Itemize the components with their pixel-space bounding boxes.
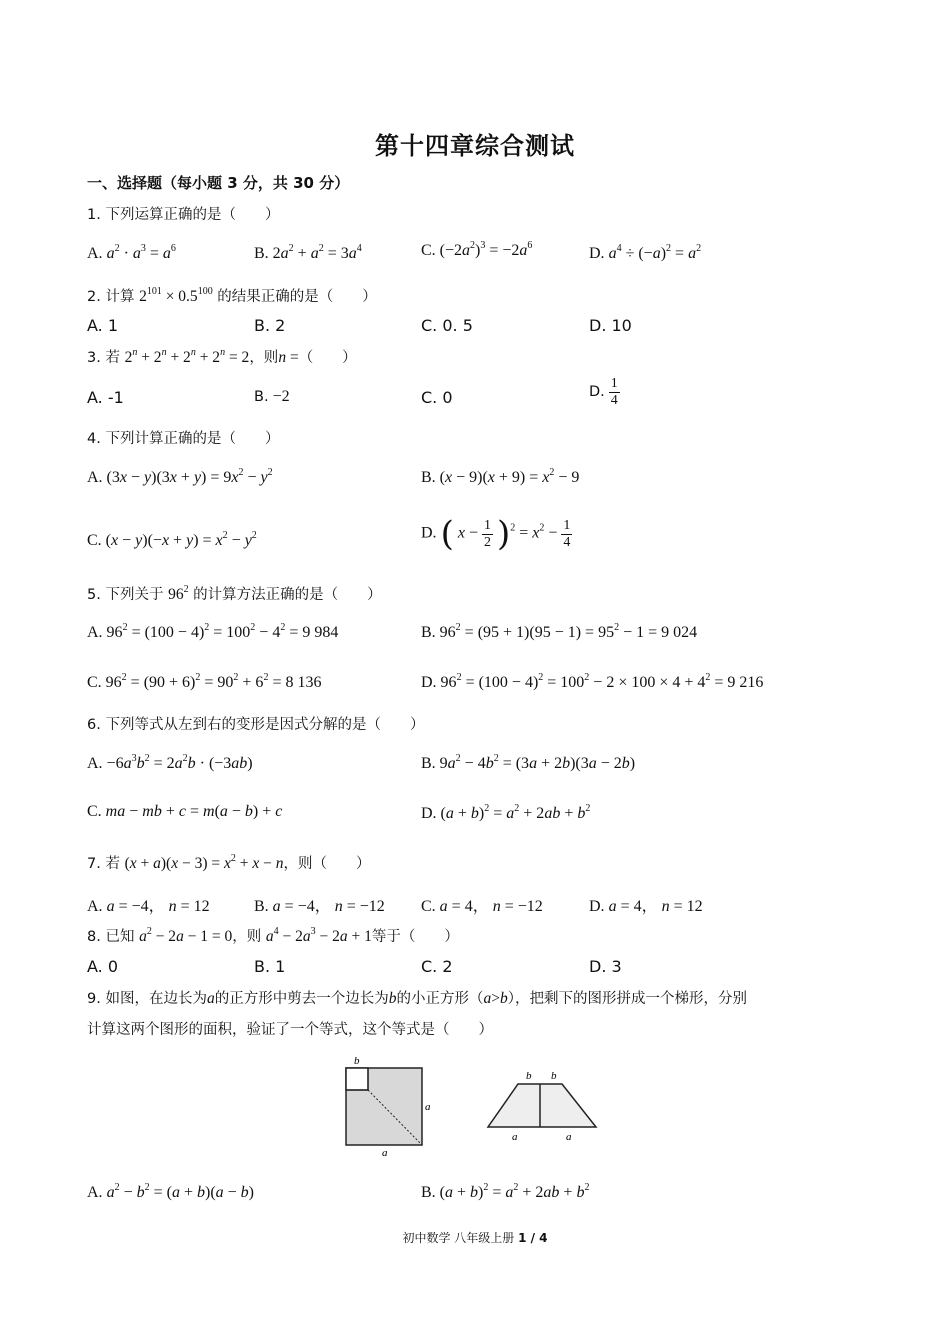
small-square-cutout	[346, 1068, 368, 1090]
label-a-trap-left: a	[512, 1131, 518, 1143]
q7-option-b: B. a = −4， n = −12	[254, 898, 385, 915]
q8-option-b: B. 1	[254, 957, 286, 976]
section-heading: 一、选择题（每小题 3 分，共 30 分）	[87, 174, 350, 192]
q3-option-a: A. -1	[87, 388, 124, 407]
question-1-stem: 1. 下列运算正确的是（ ）	[87, 207, 280, 223]
q6-option-c: C. ma − mb + c = m(a − b) + c	[87, 803, 283, 820]
footer-text: 初中数学 八年级上册	[402, 1231, 519, 1245]
q7-option-c: C. a = 4， n = −12	[421, 898, 543, 915]
q2-option-d: D. 10	[589, 316, 632, 335]
q6-option-d: D. $(a + b)^2 = a^2 + 2ab + b^2$	[421, 803, 591, 822]
question-7-stem: 7. 若 $(x + a)(x - 3) = x^2 + x - n$，则（ ）	[87, 853, 371, 872]
page-footer	[0, 1229, 950, 1246]
q3-option-b: B. −2	[254, 388, 290, 405]
question-6-stem: 6. 下列等式从左到右的变形是因式分解的是（ ）	[87, 717, 425, 733]
q6-option-b: B. $9a^2 - 4b^2 = (3a + 2b)(3a - 2b)$	[421, 753, 636, 772]
q7-option-d: D. a = 4， n = 12	[589, 898, 703, 915]
q8-option-d: D. 3	[589, 957, 622, 976]
question-3-stem: 3. 若 $2^n + 2^n + 2^n + 2^n = 2$，则n =（ ）	[87, 347, 357, 366]
q5-option-d: D. $96^2 = (100 - 4)^2 = 100^2 - 2 \times 100 \times 4 + 4^2 = 9$ 216	[421, 672, 764, 691]
q9-figure	[330, 1052, 610, 1162]
label-a-bottom: a	[382, 1147, 388, 1159]
label-a-trap-right: a	[566, 1131, 572, 1143]
q4-option-b: B. $(x - 9)(x + 9) = x^2 - 9$	[421, 467, 580, 486]
q9-option-b: B. $(a + b)^2 = a^2 + 2ab + b^2$	[421, 1182, 590, 1201]
page-number: 1 / 4	[518, 1231, 548, 1245]
q2-option-b: B. 2	[254, 316, 286, 335]
label-b-trap-left: b	[526, 1070, 532, 1082]
page-title: 第十四章综合测试	[375, 132, 575, 160]
q2-option-c: C. 0. 5	[421, 316, 473, 335]
q4-option-a: A. $(3x - y)(3x + y) = 9x^2 - y^2$	[87, 467, 273, 486]
q5-option-c: C. $96^2 = (90 + 6)^2 = 90^2 + 6^2 = 8$ 136	[87, 672, 322, 691]
label-a-right: a	[425, 1101, 431, 1113]
label-b-trap-right: b	[551, 1070, 557, 1082]
q5-option-b: B. $96^2 = (95 + 1)(95 - 1) = 95^2 - 1 = 9$ 024	[421, 622, 698, 641]
question-9-line1: 9. 如图，在边长为a的正方形中剪去一个边长为b的小正方形（a>b），把剩下的图形拼成一个梯形，分别	[87, 990, 747, 1007]
q1-option-a: A. $a^2 \cdot a^3 = a^6$	[87, 243, 176, 262]
q2-option-a: A. 1	[87, 316, 119, 335]
q3-option-c: C. 0	[421, 388, 453, 407]
question-9-line2: 计算这两个图形的面积，验证了一个等式，这个等式是（ ）	[87, 1022, 493, 1038]
q8-option-a: A. 0	[87, 957, 119, 976]
label-b-top: b	[354, 1055, 360, 1067]
q6-option-a: A. $-6a^3b^2 = 2a^2b \cdot (-3ab)$	[87, 753, 253, 772]
q1-option-c: C. $(-2a^2)^3 = -2a^6$	[421, 240, 533, 259]
question-8-stem: 8. 已知 $a^2 - 2a - 1 = 0$，则 $a^4 - 2a^3 - 2a + 1$等于（ ）	[87, 926, 459, 945]
q8-option-c: C. 2	[421, 957, 453, 976]
q1-option-d: D. $a^4 \div (-a)^2 = a^2$	[589, 243, 702, 262]
question-2-stem: 2. 计算 $2^{101} \times 0.5^{100}$ 的结果正确的是（ ）	[87, 286, 377, 305]
trapezoid	[488, 1084, 596, 1127]
q1-option-b: B. $2a^2 + a^2 = 3a^4$	[254, 243, 362, 262]
q4-option-d: D. ( x − $\frac{1}{2}$ )$^2 = x^2$ − $\frac{1}{4}$	[421, 514, 571, 554]
q5-option-a: A. $96^2 = (100 - 4)^2 = 100^2 - 4^2 = 9$ 984	[87, 622, 339, 641]
q7-option-a: A. a = −4， n = 12	[87, 898, 210, 915]
q3-option-d: D. $\frac{1}{4}$	[589, 376, 618, 408]
question-4-stem: 4. 下列计算正确的是（ ）	[87, 431, 280, 447]
q9-option-a: A. $a^2 - b^2 = (a + b)(a - b)$	[87, 1182, 254, 1201]
q4-option-c: C. $(x - y)(-x + y) = x^2 - y^2$	[87, 530, 257, 549]
question-5-stem: 5. 下列关于 $96^2$ 的计算方法正确的是（ ）	[87, 584, 382, 603]
